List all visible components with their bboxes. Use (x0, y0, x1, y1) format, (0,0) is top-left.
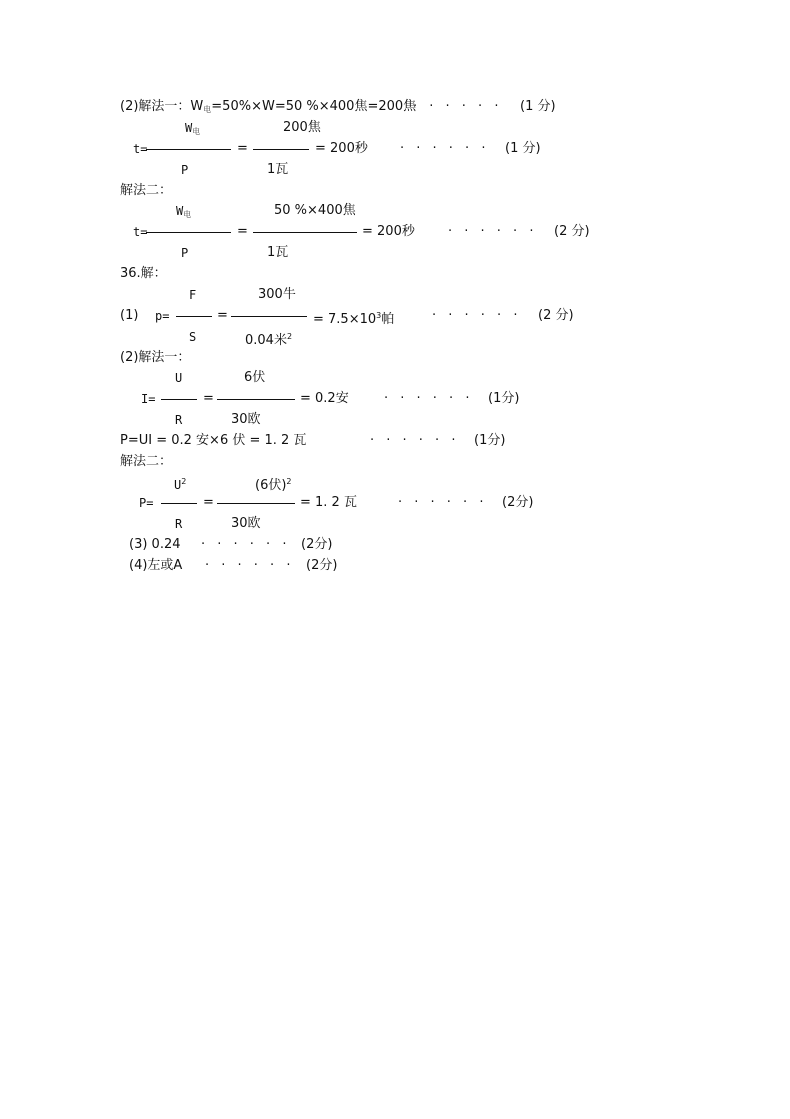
score-dots: · · · · · · (201, 537, 291, 552)
result: = 0.2安 (300, 391, 349, 406)
score-dots: · · · · · · (432, 308, 522, 323)
heading-2-method-1: (2)解法一： (120, 350, 191, 365)
score-dots: · · · · · · (370, 433, 460, 448)
equals: = (217, 308, 228, 323)
numerator: $W_电$ (176, 204, 192, 219)
denominator: 0.04米$^2$ (245, 332, 293, 348)
score-dots: · · · · · · (448, 224, 538, 239)
fraction-bar (217, 399, 295, 400)
denominator: R (175, 413, 183, 427)
text: =50%×W=50 %×400焦=200焦 (211, 99, 417, 114)
score-dots: · · · · · · (384, 391, 474, 406)
denominator: 1瓦 (267, 245, 289, 260)
denominator: P (181, 246, 189, 260)
i-equals: I= (141, 392, 156, 406)
numerator: $W_电$ (185, 121, 201, 136)
denominator: 30欧 (231, 516, 261, 531)
fraction-bar (253, 232, 357, 233)
heading-method-2: 解法二： (120, 454, 173, 469)
fraction-bar (161, 503, 197, 504)
score-dots: · · · · · · (400, 141, 490, 156)
fraction-bar (146, 149, 231, 150)
fraction-bar (217, 503, 295, 504)
score: (1 分) (520, 99, 556, 114)
numerator: 300牛 (258, 287, 296, 302)
score: (1分) (488, 391, 520, 406)
equals: = (203, 391, 214, 406)
part-4-answer: (4)左或A (129, 558, 183, 573)
score-dots: · · · · · · (413, 99, 503, 114)
fraction-bar (231, 316, 307, 317)
fraction-bar (176, 316, 212, 317)
denominator: P (181, 163, 189, 177)
fraction-bar (253, 149, 309, 150)
text: (2)解法一：W (120, 99, 204, 114)
result: = 1. 2 瓦 (300, 495, 357, 510)
numerator: $U^2$ (174, 477, 187, 492)
score: (2 分) (554, 224, 590, 239)
denominator: S (189, 330, 197, 344)
score: (2分) (306, 558, 338, 573)
equals: = (237, 141, 248, 156)
score: (1分) (474, 433, 506, 448)
score-dots: · · · · · · (205, 558, 295, 573)
equals: = (203, 495, 214, 510)
score: (1 分) (505, 141, 541, 156)
power-formula-line: P=UI = 0.2 安×6 伏 = 1. 2 瓦 (120, 433, 307, 448)
fraction-bar (161, 399, 197, 400)
score: (2 分) (538, 308, 574, 323)
question-36-heading: 36.解： (120, 266, 167, 281)
t-equals: t= (133, 225, 148, 239)
score-dots: · · · · · · (398, 495, 488, 510)
numerator: 50 %×400焦 (274, 203, 356, 218)
result: = 200秒 (362, 224, 415, 239)
numerator: 6伏 (244, 370, 266, 385)
numerator: F (189, 288, 197, 302)
p-equals: P= (139, 496, 154, 510)
equals: = (237, 224, 248, 239)
denominator: 1瓦 (267, 162, 289, 177)
result: = 200秒 (315, 141, 368, 156)
denominator: R (175, 517, 183, 531)
subscript: 电 (203, 105, 212, 114)
numerator: U (175, 371, 183, 385)
p-equals: p= (155, 309, 170, 323)
numerator: (6伏)$^2$ (255, 477, 292, 493)
score: (2分) (502, 495, 534, 510)
part-3-answer: (3) 0.24 (129, 537, 181, 552)
t-equals: t= (133, 142, 148, 156)
numerator: 200焦 (283, 120, 321, 135)
score: (2分) (301, 537, 333, 552)
heading-method-2: 解法二： (120, 183, 173, 198)
fraction-bar (146, 232, 231, 233)
solution-2-method-1-line (120, 99, 416, 118)
denominator: 30欧 (231, 412, 261, 427)
result: = $7.5\times 10^3$帕 (313, 311, 395, 327)
part-label: (1) (120, 308, 139, 323)
